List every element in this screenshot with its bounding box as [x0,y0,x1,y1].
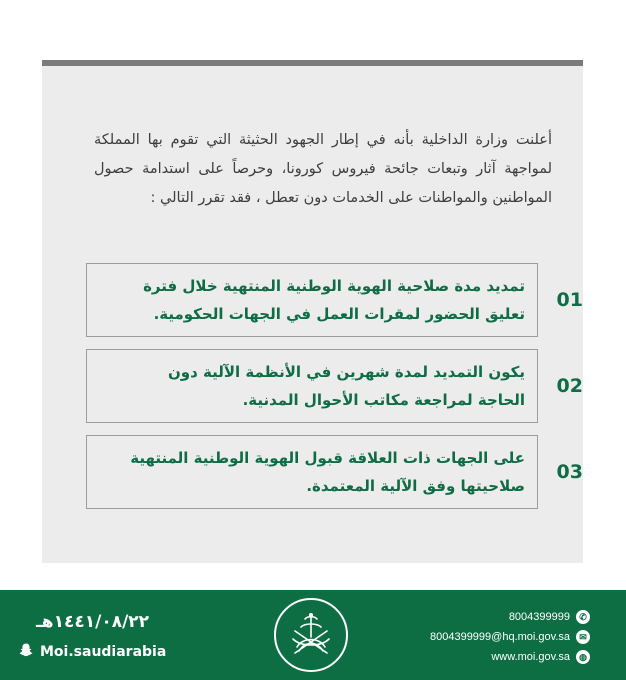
phone-icon: ✆ [576,610,590,624]
panel-top-bar [42,60,583,66]
website-contact[interactable] [491,650,590,664]
hijri-date: ١٤٤١/٠٨/٢٢هـ [36,612,150,632]
announcement-item-text: يكون التمديد لمدة شهرين في الأنظمة الآلية دون الحاجة لمراجعة مكاتب الأحوال المدنية. [167,363,525,409]
announcement-panel [42,60,583,563]
phone-contact[interactable] [509,610,590,624]
announcement-item-2 [86,349,583,423]
snapchat-icon [18,642,34,662]
social-handle[interactable] [18,642,166,662]
email-icon: ✉ [576,630,590,644]
announcement-item-text: تمديد مدة صلاحية الهوية الوطنية المنتهية خلال فترة تعليق الحضور لمقرات العمل في الجهات الحكومية. [143,277,525,323]
announcement-item-1 [86,263,583,337]
announcement-item-number: 01 [556,289,583,311]
social-handle-text: Moi.saudiarabia [40,644,167,660]
email-text: 8004399999@hq.moi.gov.sa [429,631,570,643]
saudi-emblem-icon [274,598,348,672]
announcement-intro: أعلنت وزارة الداخلية بأنه في إطار الجهود الحثيثة التي تقوم بها المملكة لمواجهة آثار وتبعات جائحة فيروس كورونا، وحرصاً على استدامة حصول المواطنين والمواطنات على الخدمات دون تعطل ، فقد تقرر التالي : [94,132,552,206]
announcement-item-text: على الجهات ذات العلاقة قبول الهوية الوطنية المنتهية صلاحيتها وفق الآلية المعتمدة. [130,449,525,495]
announcement-item-3 [86,435,583,509]
phone-text: 8004399999 [508,611,570,623]
email-contact[interactable] [430,630,590,644]
announcement-item-number: 03 [556,461,583,483]
announcement-item-number: 02 [556,375,583,397]
globe-icon: ◍ [576,650,590,664]
footer-bar [0,590,626,680]
website-text: www.moi.gov.sa [491,651,570,663]
